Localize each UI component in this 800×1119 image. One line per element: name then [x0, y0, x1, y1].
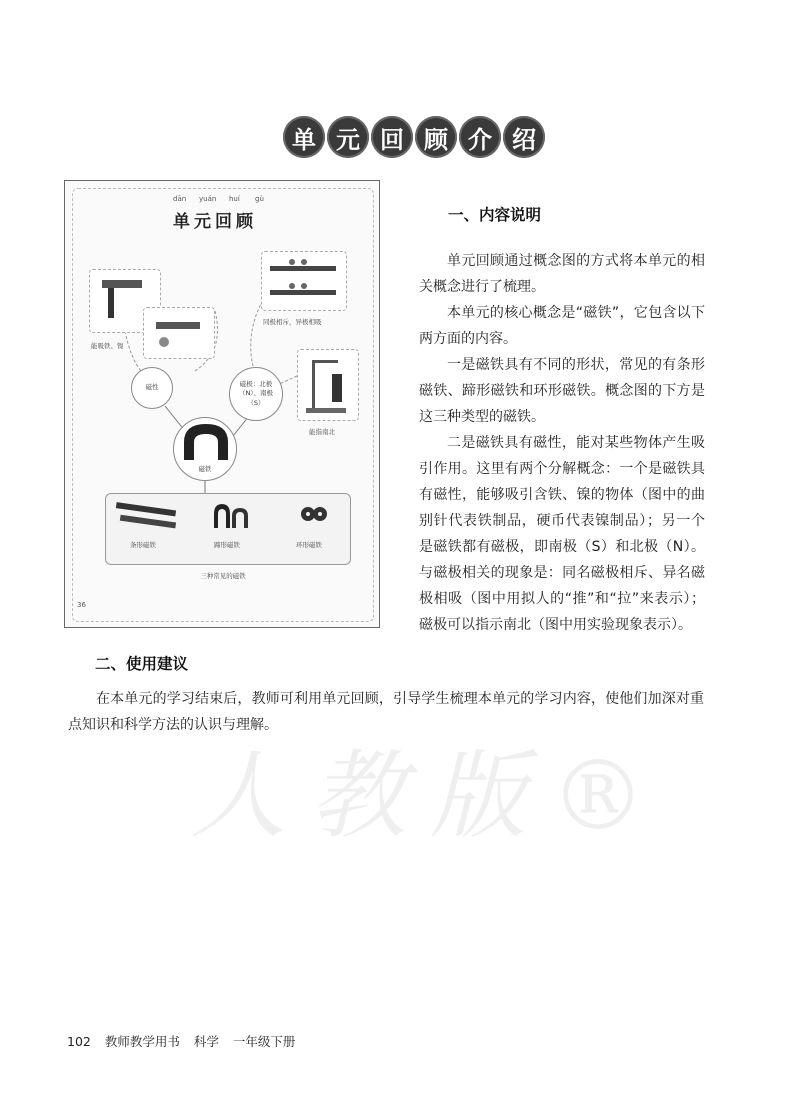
figure-title: 单元回顾 — [173, 212, 257, 232]
magnet-coin-icon — [144, 308, 214, 358]
caption-point-north: 能指南北 — [309, 428, 335, 436]
bar-magnet-icon — [114, 502, 180, 532]
magnet-types-box — [105, 493, 351, 565]
section1-heading: 一、内容说明 — [448, 206, 542, 224]
paragraph: 二是磁铁具有磁性，能对某些物体产生吸引作用。这里有两个分解概念：一个是磁铁具有磁性，能够吸引含铁、镍的物体（图中的曲别针代表铁制品，硬币代表镍制品）；另一个是磁铁都有磁极，即南极（S）和北极（N）。与磁极相关的现象是：同名磁极相斥、异名磁极相吸（图中用拟人的“推”和“拉”来表示）；磁极可以指示南北（图中用实验现象表示）。 — [419, 435, 705, 633]
caption-attract: 能吸铁、镍 — [91, 342, 124, 350]
title-char: 回 — [371, 116, 413, 158]
title-char: 顾 — [415, 116, 457, 158]
caption-horseshoe-magnet: 蹄形磁铁 — [214, 541, 240, 549]
caption-bar-magnet: 条形磁铁 — [130, 541, 156, 549]
suspended-magnet-icon — [298, 350, 358, 420]
bar-magnets-icon — [262, 252, 346, 310]
figure-page-number: 36 — [77, 601, 86, 609]
pinyin: gù — [255, 195, 264, 203]
section1-body — [419, 248, 705, 638]
grade: 一年级下册 — [232, 1034, 296, 1049]
paragraph: 一是磁铁具有不同的形状，常见的有条形磁铁、蹄形磁铁和环形磁铁。概念图的下方是这三种类型的磁铁。 — [419, 357, 705, 425]
textbook-page-figure — [64, 180, 380, 628]
pinyin: dān — [173, 195, 187, 203]
paragraph: 本单元的核心概念是“磁铁”，它包含以下两方面的内容。 — [419, 305, 705, 347]
caption-repel: 同极相斥，异极相吸 — [263, 318, 322, 326]
subject: 科学 — [193, 1034, 219, 1049]
ring-magnets-icon — [298, 504, 338, 524]
horseshoe-magnets-icon — [212, 500, 252, 530]
title-char: 单 — [283, 116, 325, 158]
paragraph: 单元回顾通过概念图的方式将本单元的相关概念进行了梳理。 — [419, 253, 705, 295]
page-footer — [67, 1032, 305, 1050]
magnet-label: 磁铁 — [198, 464, 212, 473]
title-char: 元 — [327, 116, 369, 158]
book-title: 教师教学用书 — [104, 1034, 180, 1049]
page-title — [283, 116, 545, 158]
photo-repel-attract — [261, 251, 347, 311]
page-number: 102 — [67, 1034, 91, 1049]
title-char: 绍 — [503, 116, 545, 158]
title-char: 介 — [459, 116, 501, 158]
section2-heading: 二、使用建议 — [95, 655, 189, 673]
horseshoe-magnet-icon — [178, 420, 234, 464]
section2-paragraph: 在本单元的学习结束后，教师可利用单元回顾，引导学生梳理本单元的学习内容，使他们加深对重点知识和科学方法的认识与理解。 — [68, 691, 704, 733]
photo-magnet-coin — [143, 307, 215, 359]
pinyin: yuán — [199, 195, 217, 203]
concept-poles: 磁极：北极（N）、南极（S） — [229, 367, 283, 421]
caption-three-types: 三种常见的磁铁 — [200, 572, 246, 580]
concept-magnetism: 磁性 — [131, 367, 173, 409]
pinyin: huí — [229, 195, 240, 203]
concept-magnet — [173, 417, 237, 481]
caption-ring-magnet: 环形磁铁 — [296, 541, 322, 549]
publisher-watermark: 人教版® — [190, 740, 670, 852]
photo-point-north — [297, 349, 359, 421]
